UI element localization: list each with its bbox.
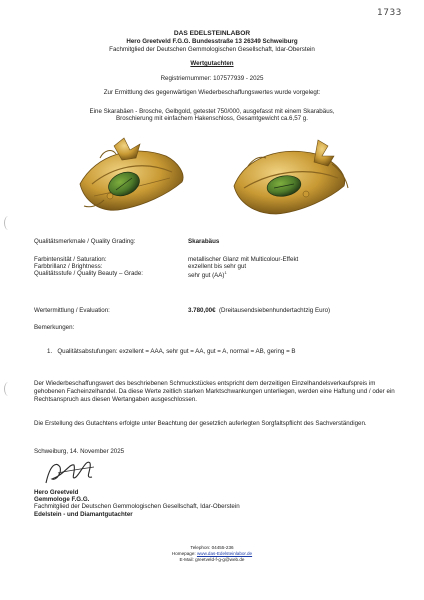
signer-title: Gemmologe F.G.G. (34, 496, 90, 503)
grade-footnote-mark: 1 (224, 270, 227, 275)
disclaimer-paragraph-2: Die Erstellung des Gutachtens erfolgte unter Beachtung der gesetzlich auferlegten Sorgfaltspflicht des Sachverständigen. (34, 420, 367, 427)
lab-membership: Fachmitglied der Deutschen Gemmologischen Gesellschaft, Idar-Oberstein (109, 46, 315, 53)
lab-address: Hero Greetveld F.G.G. Bundesstraße 13 26349 Schweiburg (126, 38, 298, 45)
remarks-label: Bemerkungen: (34, 324, 75, 331)
grade-label: Qualitätsstufe / Quality Beauty – Grade: (34, 270, 144, 277)
handwritten-note: 1733 (377, 8, 402, 18)
footer (0, 545, 424, 563)
remark-text: Qualitätsabstufungen: exzellent = AAA, sehr gut = AA, gut = A, normal = AB, gering = B (57, 348, 296, 355)
registration-number: Registriernummer: 107577939 - 2025 (160, 75, 264, 82)
footer-phone: Telephon: 04455-236 (190, 545, 234, 550)
brooch-view-right (234, 140, 348, 214)
document-type: Wertgutachten (190, 60, 234, 67)
signer-role: Edelstein - und Diamantgutachter (34, 511, 133, 518)
quality-label: Qualitätsmerkmale / Quality Grading: (34, 238, 136, 245)
item-description-line2: Broschierung mit einfachem Hakenschloss, Gesamtgewicht ca.6,57 g. (116, 115, 308, 122)
quality-value: Skarabäus (188, 238, 220, 245)
valuation-value (188, 307, 330, 315)
purpose-statement: Zur Ermittlung des gegenwärtigen Wiederbeschaffungswertes wurde vorgelegt: (103, 89, 321, 96)
signer-name: Hero Greetveld (34, 489, 79, 496)
grade-text: sehr gut (AA) (188, 272, 225, 280)
valuation-amount: 3.780,00€ (188, 307, 216, 314)
lab-title: DAS EDELSTEINLABOR (173, 30, 251, 37)
footer-homepage-label: Homepage: (171, 550, 197, 556)
brooch-photo (74, 136, 364, 224)
saturation-value: metallischer Glanz mit Multicolour-Effekt (188, 256, 299, 263)
valuation-label: Wertermittlung / Evaluation: (34, 307, 110, 314)
remark-item (47, 348, 296, 356)
footer-email: E-Mail: greetveld-f-g-g@web.de (179, 556, 245, 562)
grade-value (188, 270, 227, 280)
punch-hole-mark (4, 216, 13, 230)
brightness-label: Farbbrillanz / Brightness: (34, 263, 103, 270)
brightness-value: exzellent bis sehr gut (188, 263, 247, 270)
footer-homepage-link[interactable]: www.das-Edelsteinlabor.de (196, 550, 253, 556)
remark-number: 1. (47, 348, 53, 355)
saturation-label: Farbintensität / Saturation: (34, 256, 107, 263)
valuation-words: (Dreitausendsiebenhundertachtzig Euro) (218, 307, 331, 314)
disclaimer-paragraph-1: Der Wiederbeschaffungswert des beschriebenen Schmuckstückes entspricht dem derzeitigen Einzelhandelsverkaufspreis im gehobenen Facheinzelhandel. Da diese Werte zeitlich starken Marktschwankungen unterliegen, werden eine Haftung und / oder ein Rechtsanspruch aus diesen Wertangaben ausgeschlossen. (34, 380, 395, 403)
handwritten-signature (40, 455, 100, 489)
brooch-view-left (80, 138, 183, 210)
place-date: Schweiburg, 14. November 2025 (34, 448, 125, 455)
item-description-line1: Eine Skarabäen - Brosche, Gelbgold, getestet 750/000, ausgefasst mit einem Skarabäus, (89, 108, 335, 115)
punch-hole-mark (4, 382, 13, 396)
signer-membership: Fachmitglied der Deutschen Gemmologischen Gesellschaft, Idar-Oberstein (34, 503, 240, 510)
